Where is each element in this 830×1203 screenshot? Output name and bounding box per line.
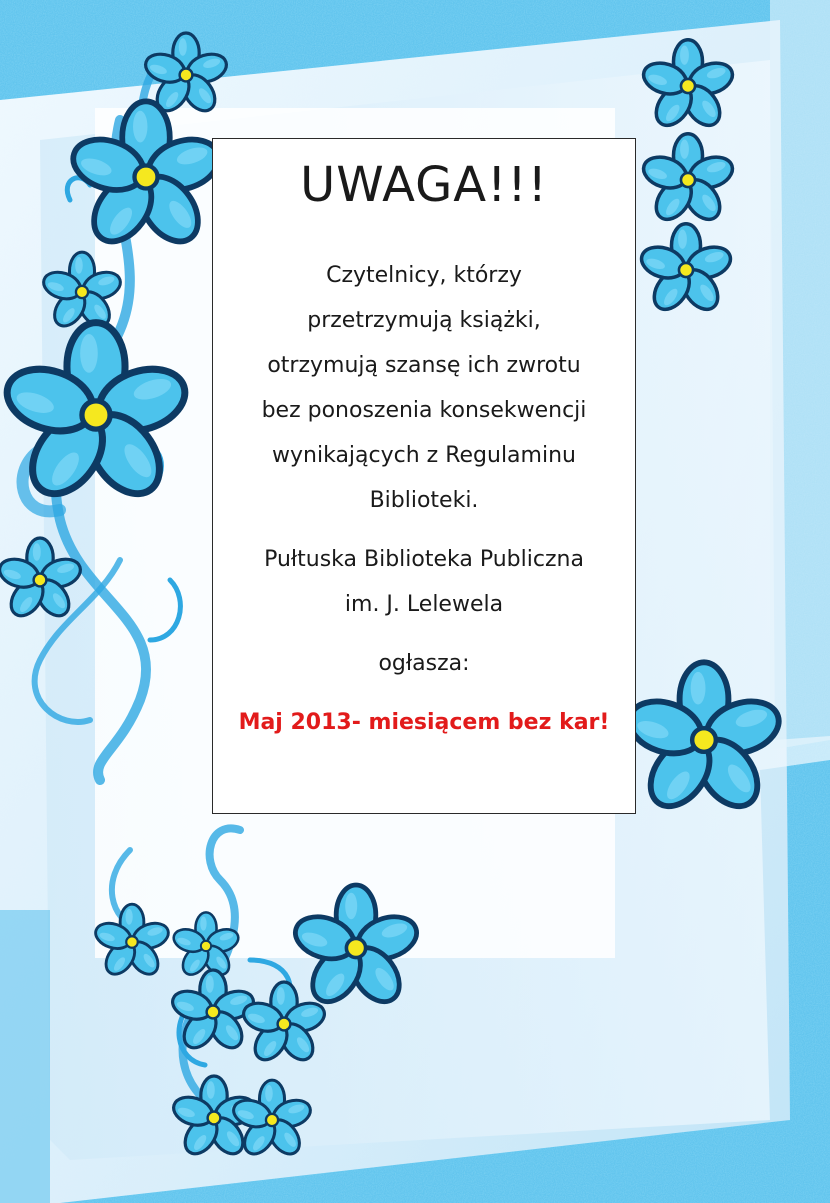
library-name-line: im. J. Lelewela [344, 592, 504, 617]
message-line: Biblioteki. [369, 488, 479, 513]
notice-card [212, 138, 636, 814]
highlight-announcement: Maj 2013- miesiącem bez kar! [238, 710, 610, 735]
notice-body [219, 253, 629, 745]
announces-label: ogłasza: [378, 651, 470, 676]
message-line: bez ponoszenia konsekwencji [261, 398, 587, 423]
message-line: wynikających z Regulaminu [272, 443, 576, 468]
notice-title: UWAGA!!! [300, 157, 548, 213]
library-name-line: Pułtuska Biblioteka Publiczna [264, 547, 584, 572]
message-line: przetrzymują książki, [307, 308, 541, 333]
message-line: Czytelnicy, którzy [326, 263, 522, 288]
message-line: otrzymują szansę ich zwrotu [267, 353, 581, 378]
